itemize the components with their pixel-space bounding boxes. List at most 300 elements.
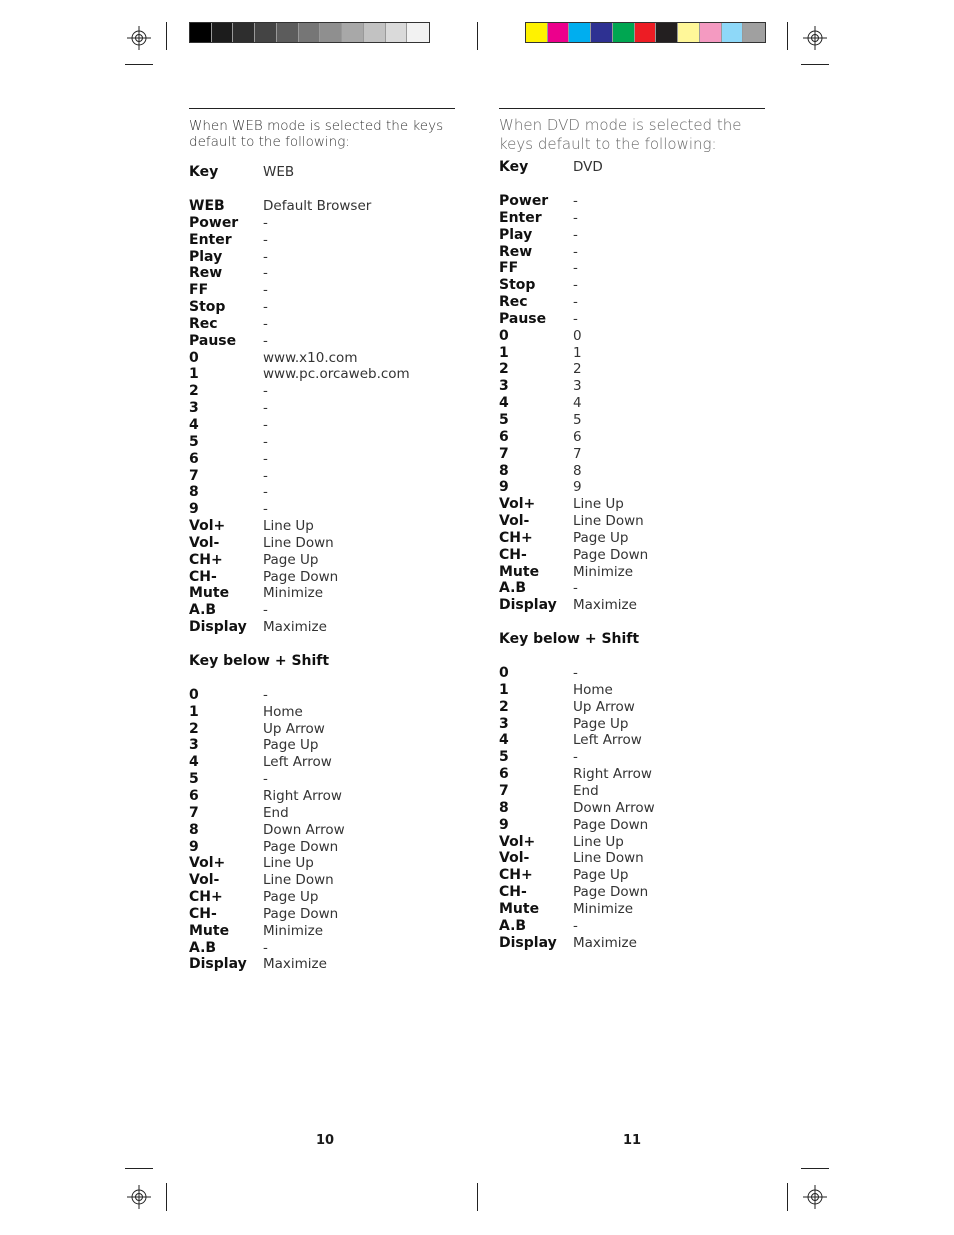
table-row — [499, 463, 765, 480]
key-name: Rec — [189, 315, 218, 332]
key-name: 9 — [499, 816, 509, 833]
table-row — [189, 855, 455, 872]
table-row — [189, 687, 455, 704]
key-name: CH- — [189, 905, 217, 922]
table-row — [189, 451, 455, 468]
table-row — [189, 265, 455, 282]
key-name: A.B — [189, 939, 217, 956]
key-function: Minimize — [573, 900, 633, 917]
table-row — [189, 417, 455, 434]
color-swatch — [255, 23, 277, 42]
table-row — [189, 771, 455, 788]
color-swatch — [407, 23, 429, 42]
key-name: 8 — [499, 462, 509, 479]
key-function: - — [573, 193, 578, 209]
table-row — [499, 260, 765, 277]
key-function: Line Down — [573, 850, 644, 867]
key-name: 1 — [499, 681, 509, 698]
table-row — [499, 378, 765, 395]
registration-mark-icon — [803, 26, 827, 50]
key-function: - — [263, 400, 268, 417]
table-row — [189, 299, 455, 316]
key-function: Line Down — [573, 513, 644, 530]
table-row — [189, 569, 455, 586]
table-row — [189, 940, 455, 957]
table-row — [499, 682, 765, 699]
key-function: Down Arrow — [573, 799, 655, 816]
color-swatch — [364, 23, 386, 42]
web-table-header — [189, 164, 455, 181]
color-swatch — [722, 23, 744, 42]
key-function: Maximize — [263, 956, 327, 973]
key-name: 5 — [499, 749, 509, 766]
key-function: 5 — [573, 411, 582, 428]
key-function: Minimize — [263, 585, 323, 602]
table-row — [189, 535, 455, 552]
table-row — [189, 232, 455, 249]
key-name: CH+ — [189, 889, 223, 906]
table-row — [189, 468, 455, 485]
table-row — [499, 429, 765, 446]
key-name: Pause — [499, 310, 547, 327]
key-function: - — [263, 501, 268, 518]
color-swatch — [212, 23, 234, 42]
key-name: 6 — [499, 766, 509, 783]
table-row — [499, 850, 765, 867]
key-name: Enter — [189, 231, 232, 248]
key-name: Rec — [499, 294, 528, 311]
key-name: Power — [189, 214, 239, 231]
web-key-table — [189, 198, 455, 636]
key-name: 8 — [189, 821, 199, 838]
table-row — [499, 918, 765, 935]
key-function: - — [263, 248, 268, 265]
color-swatch — [678, 23, 700, 42]
key-function: Page Up — [263, 737, 319, 754]
key-name: 7 — [189, 804, 199, 821]
key-function: - — [263, 602, 268, 619]
key-function: - — [263, 939, 268, 956]
crop-mark — [787, 22, 788, 50]
key-function: - — [263, 315, 268, 332]
table-row — [189, 316, 455, 333]
table-row — [499, 732, 765, 749]
key-name: 5 — [189, 433, 199, 450]
key-name: 1 — [499, 344, 509, 361]
key-function: Maximize — [573, 597, 637, 614]
color-swatch — [569, 23, 591, 42]
table-row — [189, 282, 455, 299]
crop-mark — [125, 1168, 153, 1169]
table-row — [499, 479, 765, 496]
key-name: Display — [499, 597, 557, 614]
key-function: - — [263, 686, 268, 703]
key-name: WEB — [189, 198, 225, 214]
color-swatch — [635, 23, 657, 42]
table-row — [189, 822, 455, 839]
key-name: 2 — [189, 383, 199, 400]
key-name: 9 — [499, 479, 509, 496]
registration-mark-icon — [127, 1185, 151, 1209]
key-name: Rew — [499, 243, 533, 260]
table-row — [189, 619, 455, 636]
table-row — [499, 227, 765, 244]
key-name: 4 — [189, 754, 199, 771]
key-function: - — [263, 416, 268, 433]
table-row — [189, 889, 455, 906]
table-row — [189, 737, 455, 754]
key-function: Page Up — [573, 715, 629, 732]
key-function: Page Down — [573, 884, 649, 901]
key-function: 4 — [573, 395, 582, 412]
key-function: Line Up — [573, 833, 624, 850]
key-function: - — [263, 231, 268, 248]
key-function: Up Arrow — [263, 720, 325, 737]
key-function: - — [263, 450, 268, 467]
key-function: 2 — [573, 361, 582, 378]
key-name: Vol- — [499, 513, 530, 530]
key-name: 3 — [499, 378, 509, 395]
crop-mark — [477, 1183, 478, 1211]
key-name: CH+ — [499, 529, 533, 546]
key-name: Stop — [189, 299, 226, 316]
table-row — [189, 383, 455, 400]
key-function: Line Down — [263, 872, 334, 889]
color-swatch-bar — [525, 22, 766, 43]
column-rule — [189, 108, 455, 109]
header-key: Key — [189, 164, 219, 180]
key-function: - — [573, 580, 578, 597]
table-row — [499, 412, 765, 429]
key-function: Left Arrow — [573, 732, 642, 749]
key-function: Right Arrow — [263, 788, 342, 804]
table-row — [189, 333, 455, 350]
key-name: 2 — [189, 720, 199, 737]
key-function: 7 — [573, 445, 582, 462]
table-row — [189, 484, 455, 501]
crop-mark — [477, 22, 478, 50]
table-row — [499, 294, 765, 311]
table-row — [189, 788, 455, 805]
key-name: 3 — [189, 400, 199, 417]
table-row — [499, 800, 765, 817]
table-row — [499, 496, 765, 513]
key-name: A.B — [189, 602, 217, 619]
table-row — [189, 198, 455, 215]
table-row — [189, 585, 455, 602]
key-function: Default Browser — [263, 198, 372, 214]
key-name: 7 — [499, 445, 509, 462]
key-function: Page Up — [263, 551, 319, 568]
key-name: Display — [189, 956, 247, 973]
table-row — [189, 249, 455, 266]
key-name: 0 — [499, 327, 509, 344]
key-function: Page Down — [263, 568, 339, 585]
table-row — [189, 956, 455, 973]
key-function: Right Arrow — [573, 766, 652, 783]
key-name: Vol+ — [189, 518, 226, 535]
table-row — [499, 935, 765, 952]
table-row — [189, 350, 455, 367]
key-name: 6 — [189, 450, 199, 467]
key-function: Maximize — [263, 619, 327, 636]
key-name: Mute — [189, 585, 230, 602]
key-function: 1 — [573, 344, 582, 361]
table-row — [499, 716, 765, 733]
key-function: Line Up — [573, 496, 624, 513]
key-name: 1 — [189, 366, 199, 383]
key-name: 3 — [499, 715, 509, 732]
key-name: 9 — [189, 501, 199, 518]
key-function: Line Up — [263, 855, 314, 872]
key-function: - — [573, 294, 578, 311]
key-function: Page Down — [573, 546, 649, 563]
key-name: Display — [499, 934, 557, 951]
table-row — [499, 597, 765, 614]
key-function: End — [263, 804, 289, 821]
key-function: Minimize — [263, 922, 323, 939]
web-mode-column — [189, 108, 455, 973]
key-name: 2 — [499, 361, 509, 378]
color-swatch — [299, 23, 321, 42]
key-function: Page Down — [263, 905, 339, 922]
table-row — [499, 665, 765, 682]
table-row — [499, 783, 765, 800]
table-row — [189, 872, 455, 889]
key-name: A.B — [499, 580, 527, 597]
key-function: Page Down — [263, 838, 339, 855]
key-function: - — [573, 665, 578, 682]
table-row — [499, 867, 765, 884]
key-name: Vol+ — [189, 855, 226, 872]
table-row — [499, 395, 765, 412]
key-function: Page Up — [573, 867, 629, 884]
key-function: - — [263, 265, 268, 282]
key-function: Maximize — [573, 934, 637, 951]
header-key: Key — [499, 159, 529, 175]
web-shift-table — [189, 687, 455, 973]
key-function: - — [573, 277, 578, 294]
table-row — [499, 328, 765, 345]
crop-mark — [125, 64, 153, 65]
dvd-mode-column — [499, 108, 765, 951]
key-function: Home — [573, 681, 613, 698]
key-function: - — [263, 282, 268, 299]
key-function: - — [573, 310, 578, 327]
key-function: Left Arrow — [263, 754, 332, 771]
key-name: 6 — [499, 428, 509, 445]
key-function: www.pc.orcaweb.com — [263, 366, 410, 383]
table-row — [189, 602, 455, 619]
color-swatch — [700, 23, 722, 42]
key-name: Power — [499, 193, 549, 209]
key-name: Mute — [499, 563, 540, 580]
key-name: Mute — [189, 922, 230, 939]
table-row — [499, 580, 765, 597]
color-swatch — [320, 23, 342, 42]
key-function: 9 — [573, 479, 582, 496]
table-row — [189, 923, 455, 940]
key-name: Rew — [189, 265, 223, 282]
key-name: Vol- — [189, 534, 220, 551]
table-row — [189, 366, 455, 383]
table-row — [189, 906, 455, 923]
registration-mark-icon — [127, 26, 151, 50]
key-name: Pause — [189, 332, 237, 349]
key-name: 8 — [499, 799, 509, 816]
table-row — [499, 901, 765, 918]
key-name: Vol+ — [499, 496, 536, 513]
table-row — [499, 749, 765, 766]
key-name: 9 — [189, 838, 199, 855]
key-function: Down Arrow — [263, 821, 345, 838]
table-row — [499, 564, 765, 581]
table-row — [499, 817, 765, 834]
header-mode: DVD — [573, 159, 603, 175]
key-name: Vol- — [499, 850, 530, 867]
key-name: Vol- — [189, 872, 220, 889]
table-row — [499, 513, 765, 530]
table-row — [499, 277, 765, 294]
key-name: CH+ — [189, 551, 223, 568]
color-swatch — [190, 23, 212, 42]
table-row — [499, 345, 765, 362]
key-name: 5 — [499, 411, 509, 428]
table-row — [499, 193, 765, 210]
table-row — [189, 552, 455, 569]
key-function: - — [573, 226, 578, 243]
color-swatch — [526, 23, 548, 42]
key-function: - — [573, 243, 578, 260]
key-name: 7 — [499, 783, 509, 799]
key-function: - — [263, 467, 268, 484]
header-mode: WEB — [263, 164, 295, 180]
color-swatch — [613, 23, 635, 42]
table-row — [189, 754, 455, 771]
table-row — [189, 434, 455, 451]
key-name: FF — [189, 282, 209, 299]
key-name: 4 — [499, 395, 509, 412]
key-function: - — [573, 209, 578, 226]
color-swatch — [656, 23, 678, 42]
table-row — [189, 805, 455, 822]
shift-section-title: Key below + Shift — [499, 631, 640, 648]
color-swatch — [548, 23, 570, 42]
table-row — [499, 884, 765, 901]
web-intro-text: When WEB mode is selected the keys default to the following: — [189, 118, 444, 150]
key-function: - — [263, 383, 268, 400]
key-name: 0 — [499, 665, 509, 682]
table-row — [499, 834, 765, 851]
grayscale-swatch-bar — [189, 22, 430, 43]
table-row — [499, 766, 765, 783]
key-function: Minimize — [573, 563, 633, 580]
key-name: Mute — [499, 900, 540, 917]
key-name: 1 — [189, 703, 199, 720]
key-name: 6 — [189, 788, 199, 804]
color-swatch — [233, 23, 255, 42]
page-number-left: 10 — [316, 1133, 335, 1148]
key-function: - — [263, 433, 268, 450]
table-row — [189, 518, 455, 535]
key-name: Play — [499, 226, 533, 243]
key-function: Page Up — [263, 889, 319, 906]
table-row — [499, 244, 765, 261]
key-function: Page Down — [573, 816, 649, 833]
dvd-table-header — [499, 159, 765, 176]
table-row — [189, 400, 455, 417]
color-swatch — [743, 23, 765, 42]
dvd-key-table — [499, 193, 765, 614]
color-swatch — [386, 23, 408, 42]
key-function: Line Up — [263, 518, 314, 535]
crop-mark — [787, 1183, 788, 1211]
key-function: www.x10.com — [263, 349, 358, 366]
key-name: FF — [499, 260, 519, 277]
registration-mark-icon — [803, 1185, 827, 1209]
key-name: 3 — [189, 737, 199, 754]
key-name: CH- — [189, 568, 217, 585]
key-function: Page Up — [573, 529, 629, 546]
key-function: End — [573, 783, 599, 799]
table-row — [499, 699, 765, 716]
key-function: Line Down — [263, 534, 334, 551]
column-rule — [499, 108, 765, 109]
key-name: 0 — [189, 349, 199, 366]
shift-section-title: Key below + Shift — [189, 652, 330, 669]
dvd-shift-table — [499, 665, 765, 951]
table-row — [499, 210, 765, 227]
table-row — [499, 361, 765, 378]
key-function: Home — [263, 703, 303, 720]
key-name: 5 — [189, 771, 199, 788]
color-swatch — [342, 23, 364, 42]
key-function: 6 — [573, 428, 582, 445]
key-name: 0 — [189, 686, 199, 703]
table-row — [189, 721, 455, 738]
key-function: 3 — [573, 378, 582, 395]
key-name: 8 — [189, 484, 199, 501]
table-row — [189, 704, 455, 721]
key-function: - — [573, 260, 578, 277]
table-row — [499, 547, 765, 564]
key-function: 0 — [573, 327, 582, 344]
table-row — [189, 215, 455, 232]
color-swatch — [591, 23, 613, 42]
key-name: Enter — [499, 209, 542, 226]
table-row — [499, 530, 765, 547]
key-function: 8 — [573, 462, 582, 479]
key-name: 2 — [499, 698, 509, 715]
key-name: 4 — [189, 416, 199, 433]
crop-mark — [166, 22, 167, 50]
key-name: Stop — [499, 277, 536, 294]
key-function: Up Arrow — [573, 698, 635, 715]
color-swatch — [277, 23, 299, 42]
key-name: 4 — [499, 732, 509, 749]
key-function: - — [263, 484, 268, 501]
key-function: - — [573, 749, 578, 766]
key-name: Display — [189, 619, 247, 636]
key-function: - — [263, 299, 268, 316]
key-function: - — [263, 332, 268, 349]
key-name: A.B — [499, 917, 527, 934]
page-number-right: 11 — [623, 1133, 642, 1148]
dvd-intro-text: When DVD mode is selected the keys default to the following: — [499, 116, 742, 153]
crop-mark — [801, 64, 829, 65]
key-name: 7 — [189, 467, 199, 484]
key-function: - — [263, 214, 268, 231]
